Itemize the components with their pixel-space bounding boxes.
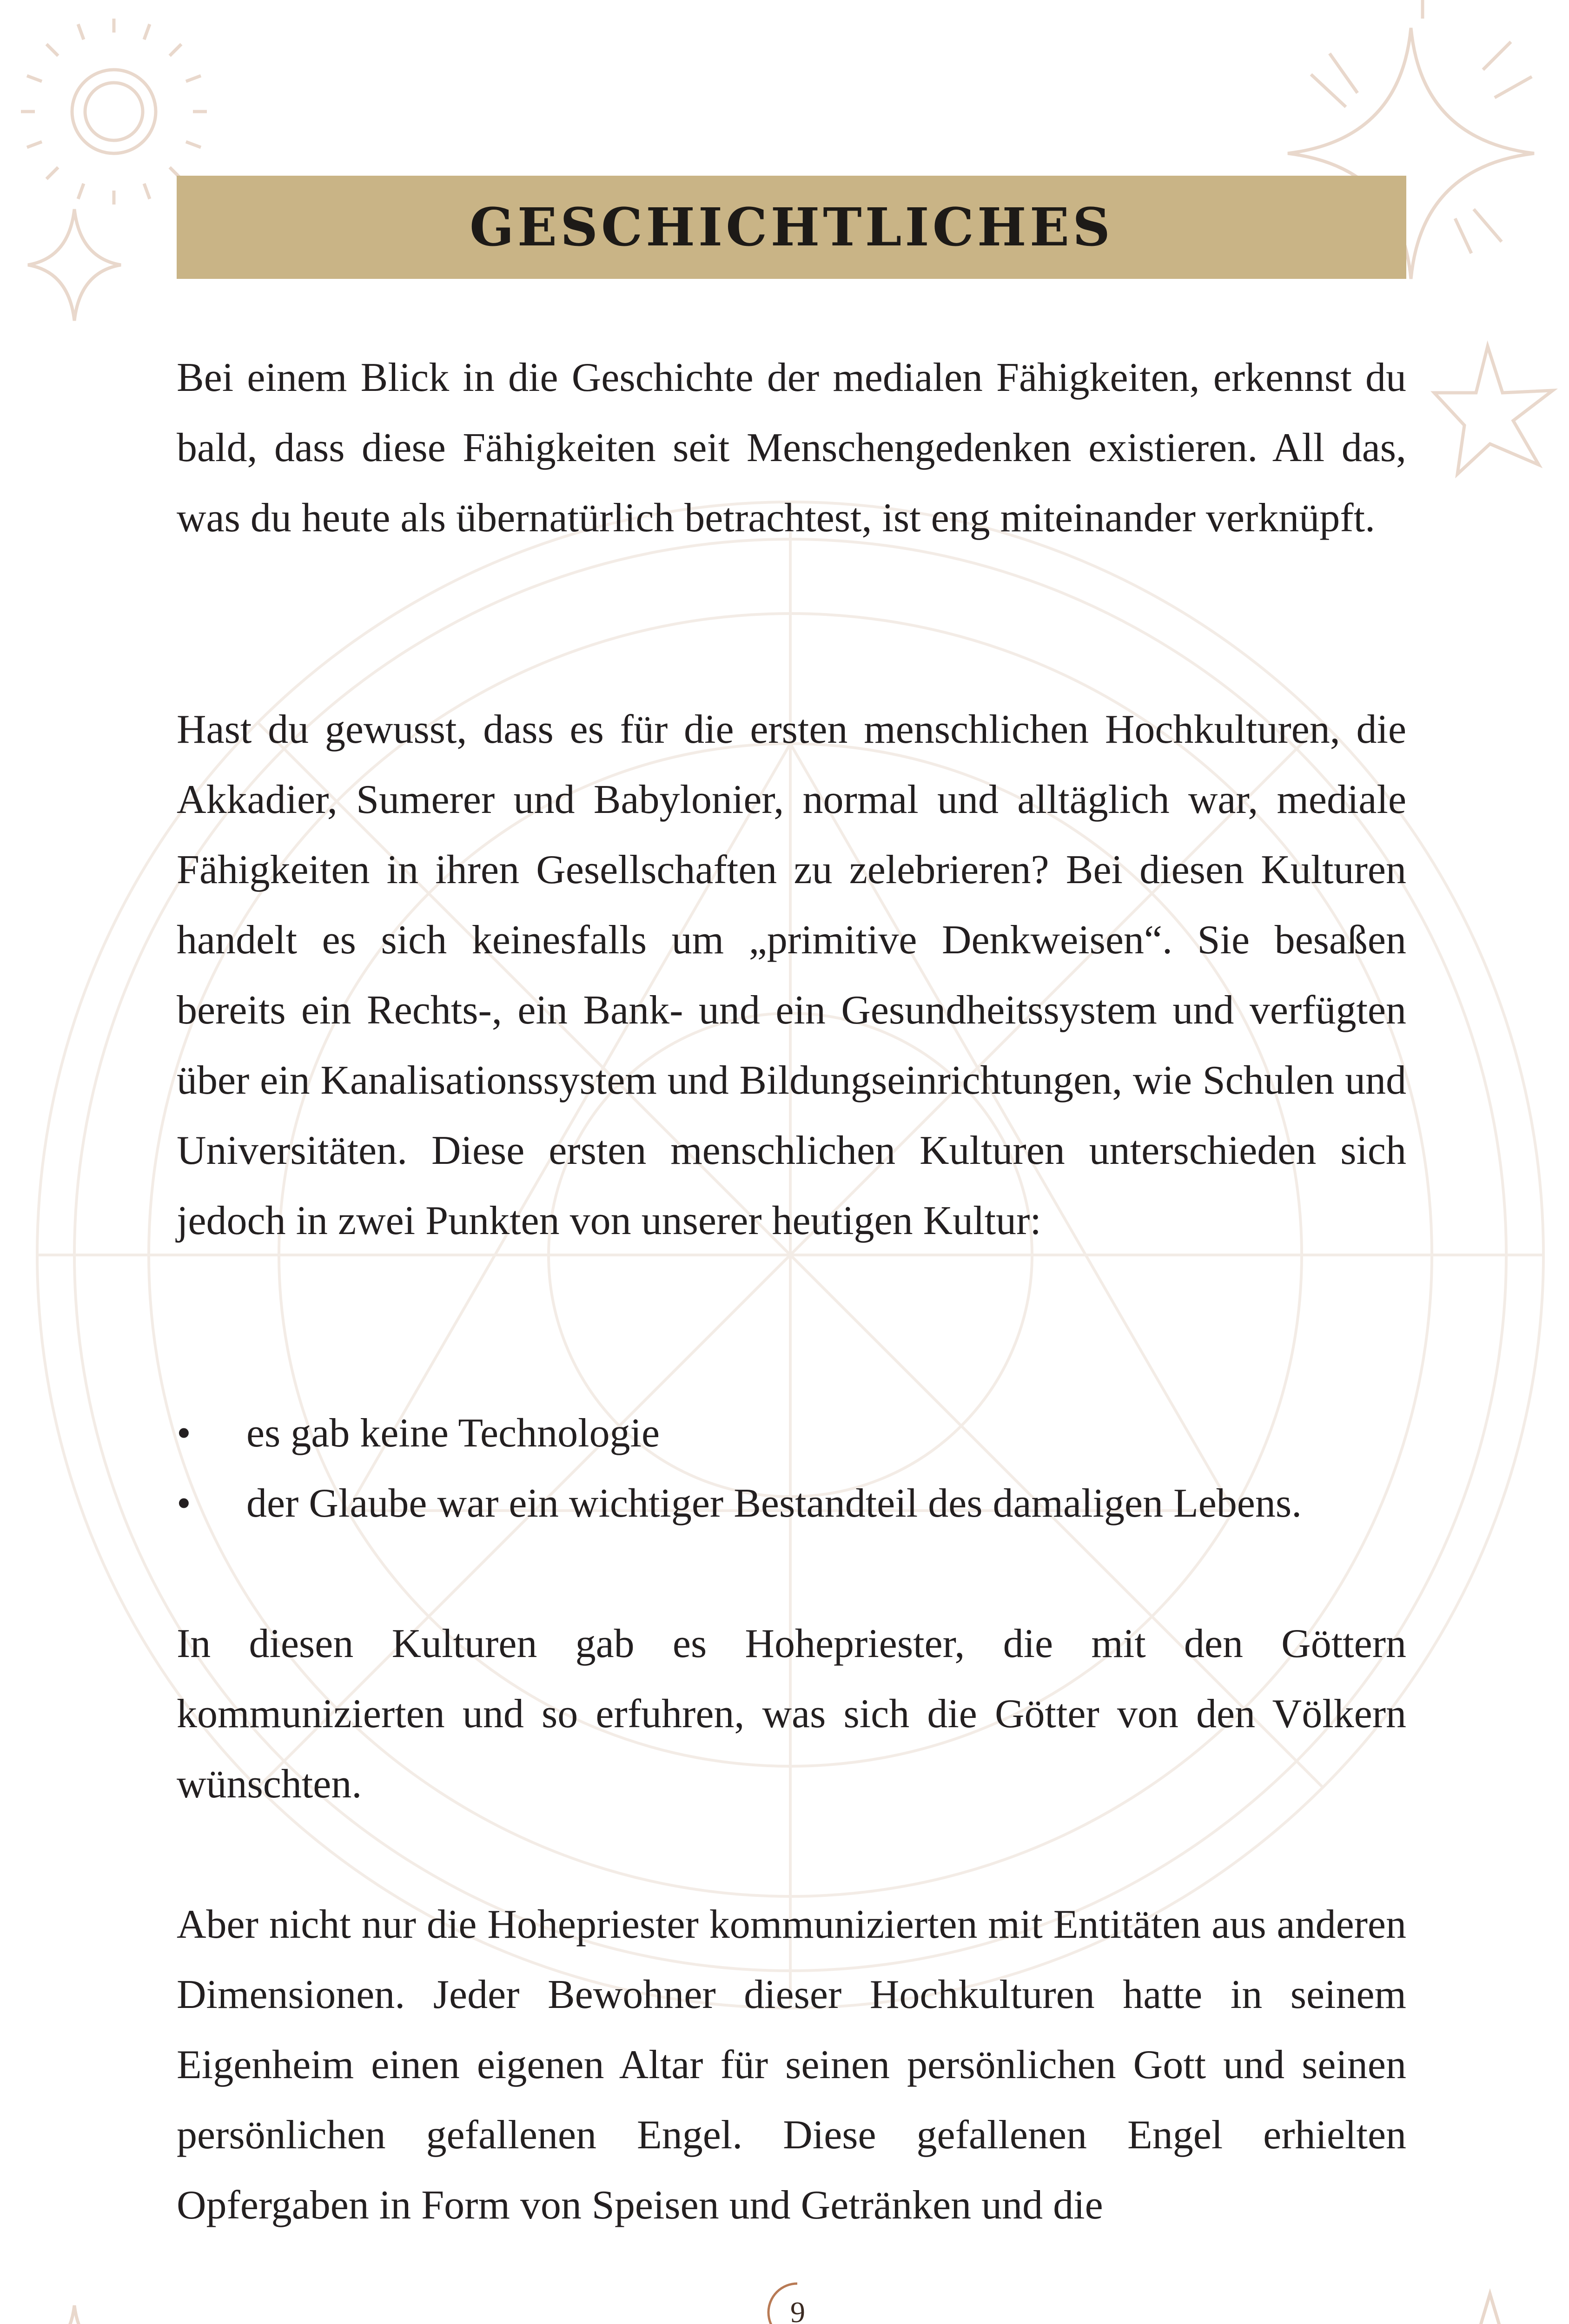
- list-item-text: es gab keine Technologie: [246, 1411, 660, 1456]
- section-title: GESCHICHTLICHES: [470, 197, 1113, 258]
- paragraph-3: In diesen Kulturen gab es Hohepriester, die mit den Göttern kommunizierten und so erfuhren, was sich die Götter von den Völkern wünschten.: [177, 1621, 1406, 1807]
- paragraph-2: Hast du gewusst, dass es für die ersten menschlichen Hochkulturen, die Akkadier, Sumerer und Babylonier, normal und alltäglich war, mediale Fähigkeiten in ihren Gesellschaften zu zelebrieren? Bei diesen Kulturen handelt es sich keinesfalls um „primitive Denkweisen“. Sie besaßen bereits ein Rechts-, ein Bank- und ein Gesundheitssystem und verfügten über ein Kanalisationssystem und Bildungseinrichtungen, wie Schulen und Universitäten. Diese ersten menschlichen Kulturen unterschieden sich jedoch in zwei Punkten von unserer heutigen Kultur:: [177, 707, 1406, 1243]
- bullet-list: [177, 1398, 1406, 1538]
- page-number: 9: [790, 2296, 805, 2324]
- section-title-band: [177, 176, 1406, 279]
- paragraph-1: Bei einem Blick in die Geschichte der medialen Fähigkeiten, erkennst du bald, dass diese Fähigkeiten seit Menschengedenken existieren. All das, was du heute als übernatürlich betrachtest, ist eng miteinander verknüpft.: [177, 355, 1406, 541]
- page-number-badge: [759, 2280, 824, 2324]
- six-point-star-icon: [1434, 346, 1553, 474]
- six-point-star-icon: [1432, 2294, 1553, 2324]
- list-item: [177, 1468, 1406, 1538]
- bullet-icon: •: [177, 1481, 191, 1526]
- bullet-icon: •: [177, 1411, 191, 1456]
- four-point-star-icon: [28, 2305, 121, 2324]
- four-point-star-icon: [28, 209, 121, 321]
- list-item-text: der Glaube war ein wichtiger Bestandteil des damaligen Lebens.: [246, 1481, 1302, 1526]
- list-item: [177, 1398, 1406, 1468]
- paragraph-4: Aber nicht nur die Hohepriester kommunizierten mit Entitäten aus anderen Dimensionen. Jeder Bewohner dieser Hochkulturen hatte in seinem Eigenheim einen eigenen Altar für seinen persönlichen Gott und seinen persönlichen gefallenen Engel. Diese gefallenen Engel erhielten Opfergaben in Form von Speisen und Getränken und die: [177, 1902, 1406, 2228]
